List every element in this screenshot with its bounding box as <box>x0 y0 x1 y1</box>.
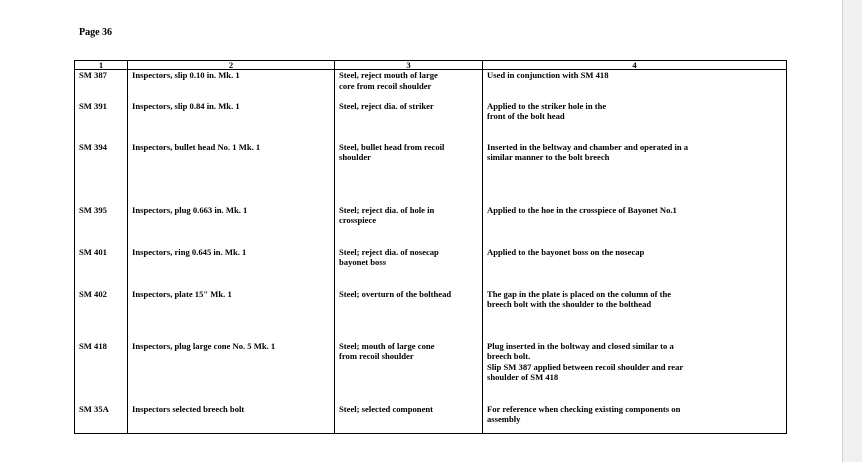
material-cell <box>335 205 483 247</box>
usage-line: Slip SM 387 applied between recoil shoulder and rear <box>487 361 684 372</box>
material-cell <box>335 341 483 404</box>
usage-line: shoulder of SM 418 <box>487 372 559 382</box>
item-description-cell: Inspectors, plug 0.663 in. Mk. 1 <box>128 205 335 247</box>
part-code-cell: SM 395 <box>75 205 128 247</box>
usage-cell <box>483 247 787 289</box>
part-code-cell: SM 35A <box>75 404 128 434</box>
usage-line: The gap in the plate is placed on the column of the <box>487 288 672 299</box>
material-cell <box>335 247 483 289</box>
column-header: 2 <box>128 61 335 70</box>
column-header: 4 <box>483 61 787 70</box>
item-description-cell: Inspectors, bullet head No. 1 Mk. 1 <box>128 142 335 205</box>
column-header: 3 <box>335 61 483 70</box>
usage-line: Inserted in the beltway and chamber and operated in a <box>487 141 689 152</box>
usage-line: Plug inserted in the boltway and closed similar to a <box>487 340 674 351</box>
material-cell <box>335 404 483 434</box>
table-row <box>75 341 787 404</box>
material-line: from recoil shoulder <box>339 351 414 361</box>
item-description-cell: Inspectors, plate 15" Mk. 1 <box>128 289 335 341</box>
usage-line: Applied to the bayonet boss on the nosecap <box>487 246 645 257</box>
material-line: core from recoil shoulder <box>339 80 432 91</box>
usage-line: Applied to the hoe in the crosspiece of Bayonet No.1 <box>487 204 677 215</box>
usage-cell <box>483 101 787 142</box>
table-body <box>75 70 787 434</box>
material-line: Steel, bullet head from recoil <box>339 141 445 152</box>
material-cell <box>335 101 483 142</box>
part-code-cell: SM 391 <box>75 101 128 142</box>
inspection-gauges-table <box>74 60 787 434</box>
item-description-cell: Inspectors, plug large cone No. 5 Mk. 1 <box>128 341 335 404</box>
material-line: Steel; reject dia. of nosecap <box>339 246 439 257</box>
table-row <box>75 101 787 142</box>
usage-line: breech bolt with the shoulder to the bolthead <box>487 299 652 309</box>
table-row <box>75 289 787 341</box>
usage-cell <box>483 205 787 247</box>
material-cell <box>335 70 483 101</box>
item-description-cell: Inspectors selected breech bolt <box>128 404 335 434</box>
material-line: shoulder <box>339 152 371 162</box>
column-header: 1 <box>75 61 128 70</box>
table-header-row <box>75 61 787 70</box>
table-row <box>75 142 787 205</box>
item-description-cell: Inspectors, slip 0.84 in. Mk. 1 <box>128 101 335 142</box>
usage-line: similar manner to the bolt breech <box>487 152 610 162</box>
part-code-cell: SM 402 <box>75 289 128 341</box>
table-row <box>75 247 787 289</box>
material-line: Steel, reject dia. of striker <box>339 100 434 111</box>
usage-cell <box>483 70 787 101</box>
usage-cell <box>483 404 787 434</box>
item-description-cell: Inspectors, slip 0.10 in. Mk. 1 <box>128 70 335 101</box>
usage-cell <box>483 341 787 404</box>
usage-line: front of the bolt head <box>487 111 565 121</box>
page-number-label: Page 36 <box>79 27 113 38</box>
usage-cell <box>483 142 787 205</box>
table-row <box>75 205 787 247</box>
material-cell <box>335 142 483 205</box>
material-line: Steel; mouth of large cone <box>339 340 435 351</box>
usage-line: For reference when checking existing components on <box>487 403 681 414</box>
usage-line: assembly <box>487 414 521 424</box>
part-code-cell: SM 401 <box>75 247 128 289</box>
material-line: bayonet boss <box>339 257 387 267</box>
material-cell <box>335 289 483 341</box>
usage-line: Used in conjunction with SM 418 <box>487 70 609 80</box>
material-line: crosspiece <box>339 215 377 225</box>
material-line: Steel; selected component <box>339 403 434 414</box>
part-code-cell: SM 418 <box>75 341 128 404</box>
material-line: Steel; overturn of the bolthead <box>339 288 452 299</box>
usage-line: breech bolt. <box>487 351 531 361</box>
material-line: Steel, reject mouth of large <box>339 70 438 80</box>
part-code-cell: SM 394 <box>75 142 128 205</box>
vertical-scrollbar[interactable] <box>843 0 862 462</box>
table-row <box>75 70 787 101</box>
material-line: Steel; reject dia. of hole in <box>339 204 435 215</box>
usage-cell <box>483 289 787 341</box>
usage-line: Applied to the striker hole in the <box>487 100 607 111</box>
item-description-cell: Inspectors, ring 0.645 in. Mk. 1 <box>128 247 335 289</box>
table-row <box>75 404 787 434</box>
part-code-cell: SM 387 <box>75 70 128 101</box>
